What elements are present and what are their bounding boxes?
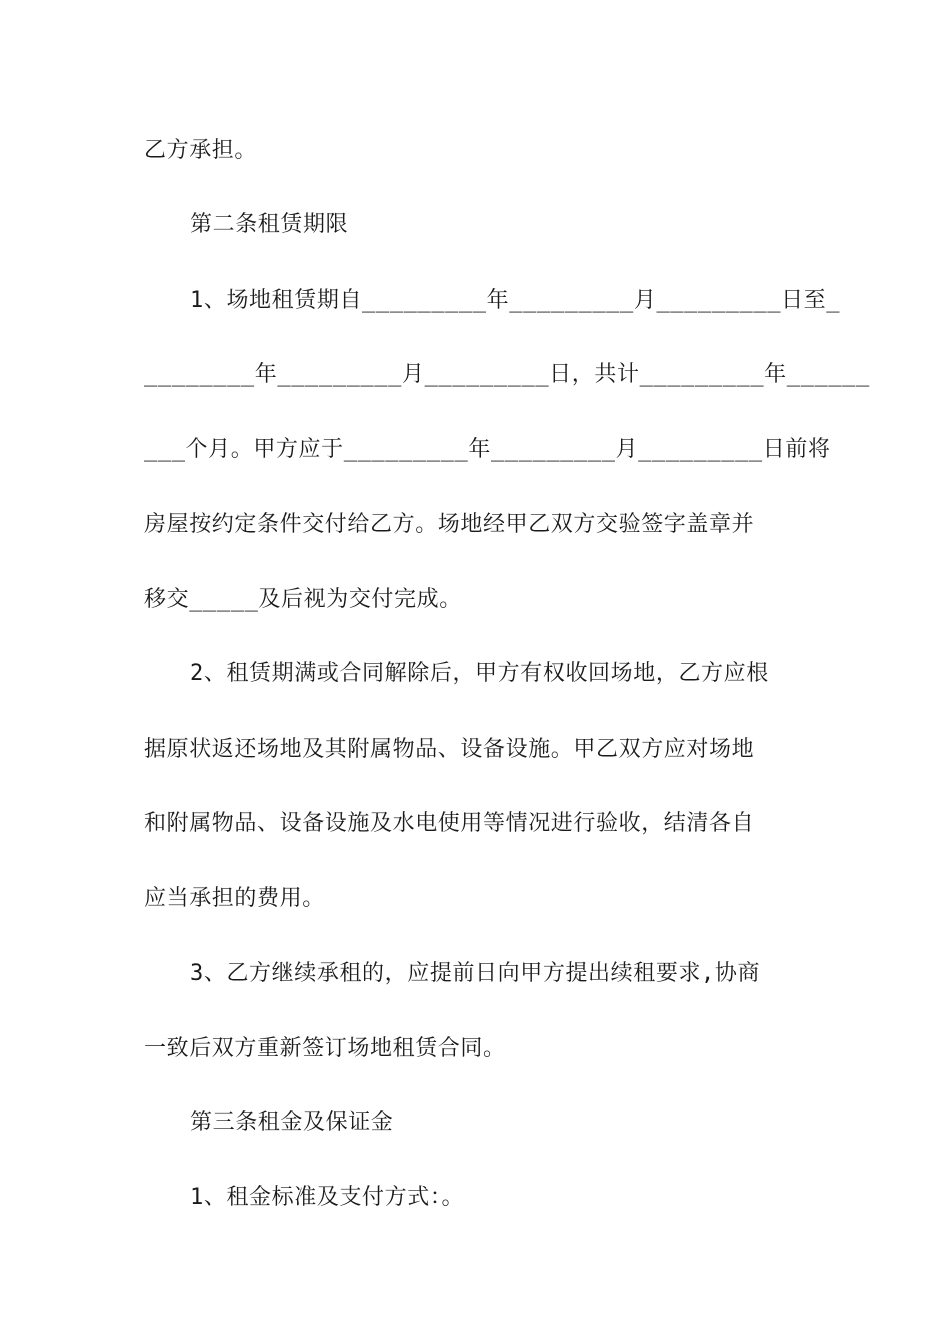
text-line: 1、场地租赁期自_________年_________月_________日至_ [190,288,841,313]
text-line: 房屋按约定条件交付给乙方。场地经甲乙双方交验签字盖章并 [144,512,755,537]
text-line: 和附属物品、设备设施及水电使用等情况进行验收，结清各自 [144,811,755,836]
text-line: 乙方承担。 [144,138,258,163]
text-line: 应当承担的费用。 [144,886,325,911]
text-line: 3、乙方继续承租的，应提前日向甲方提出续租要求,协商 [190,961,761,986]
text-line: ________年_________月_________日，共计_________年______ [144,362,870,387]
text-line: 移交_____及后视为交付完成。 [144,587,462,612]
text-line: 2、租赁期满或合同解除后，甲方有权收回场地，乙方应根 [190,661,769,686]
text-line: 1、租金标准及支付方式：。 [190,1185,465,1210]
text-line: ___个月。甲方应于_________年_________月_________日前将 [144,437,831,462]
text-line: 据原状返还场地及其附属物品、设备设施。甲乙双方应对场地 [144,737,755,762]
section-heading: 第二条租赁期限 [190,212,349,237]
section-heading: 第三条租金及保证金 [190,1110,394,1135]
text-line: 一致后双方重新签订场地租赁合同。 [144,1036,506,1061]
